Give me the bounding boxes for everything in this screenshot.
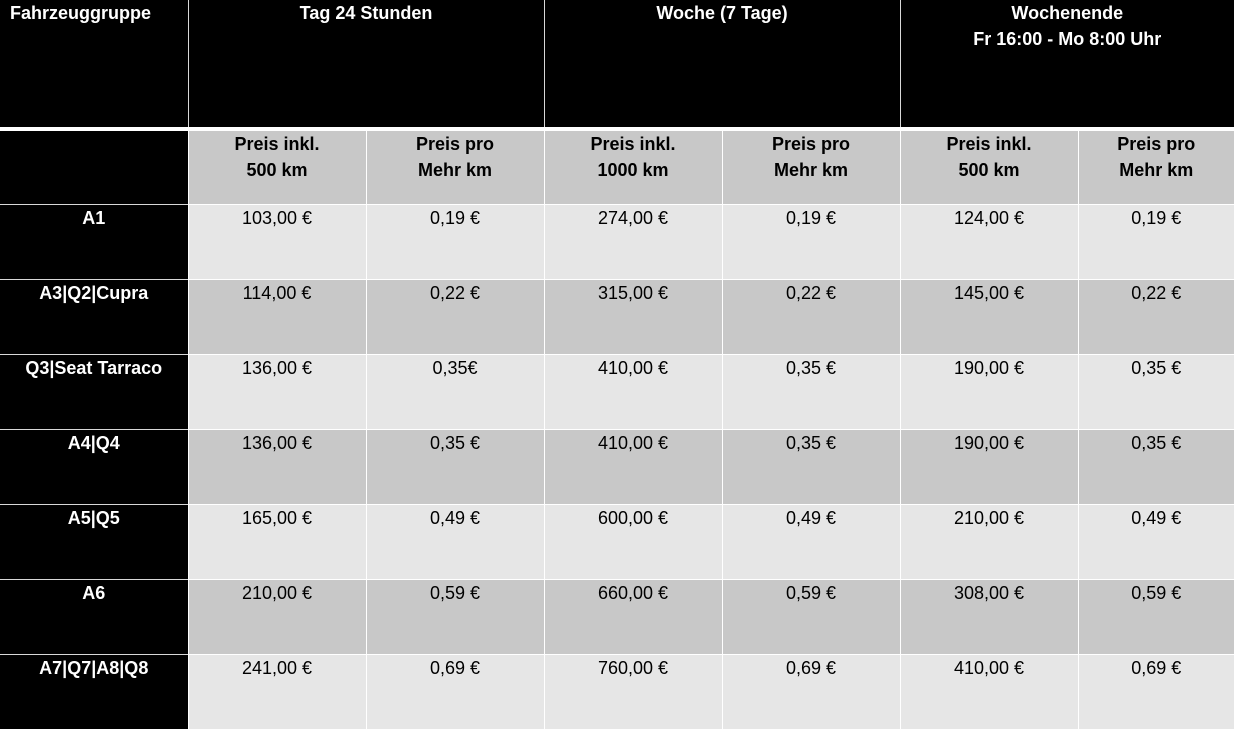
price-cell: 0,49 € — [722, 505, 900, 580]
vehicle-group-label: A4|Q4 — [0, 430, 188, 505]
price-cell: 0,69 € — [1078, 655, 1234, 729]
price-cell: 0,22 € — [722, 280, 900, 355]
price-cell: 0,35 € — [366, 430, 544, 505]
price-cell: 410,00 € — [544, 355, 722, 430]
price-cell: 0,59 € — [1078, 580, 1234, 655]
price-cell: 0,19 € — [366, 205, 544, 280]
header-vehicle-group: Fahrzeuggruppe — [0, 0, 188, 129]
vehicle-group-label: A5|Q5 — [0, 505, 188, 580]
header-weekend — [900, 0, 1234, 129]
header-weekend-time: Fr 16:00 - Mo 8:00 Uhr — [901, 26, 1234, 52]
price-cell: 0,35 € — [1078, 355, 1234, 430]
price-cell: 0,59 € — [366, 580, 544, 655]
price-cell: 103,00 € — [188, 205, 366, 280]
table-row — [0, 505, 1234, 580]
price-cell: 0,49 € — [366, 505, 544, 580]
table-row — [0, 580, 1234, 655]
price-cell: 145,00 € — [900, 280, 1078, 355]
price-cell: 0,35 € — [722, 355, 900, 430]
subheader-cell: Preis pro Mehr km — [722, 129, 900, 205]
price-cell: 165,00 € — [188, 505, 366, 580]
price-cell: 410,00 € — [544, 430, 722, 505]
price-cell: 0,49 € — [1078, 505, 1234, 580]
subheader-cell: Preis inkl. 500 km — [900, 129, 1078, 205]
price-cell: 0,35 € — [722, 430, 900, 505]
price-cell: 760,00 € — [544, 655, 722, 729]
vehicle-group-label: A7|Q7|A8|Q8 — [0, 655, 188, 729]
price-cell: 660,00 € — [544, 580, 722, 655]
price-cell: 124,00 € — [900, 205, 1078, 280]
price-cell: 136,00 € — [188, 355, 366, 430]
subheader-cell: Preis inkl. 1000 km — [544, 129, 722, 205]
header-weekend-title: Wochenende — [901, 0, 1234, 26]
table-row — [0, 355, 1234, 430]
price-cell: 308,00 € — [900, 580, 1078, 655]
price-cell: 0,69 € — [366, 655, 544, 729]
header-row — [0, 0, 1234, 129]
subheader-cell: Preis pro Mehr km — [1078, 129, 1234, 205]
table-row — [0, 205, 1234, 280]
price-cell: 600,00 € — [544, 505, 722, 580]
price-cell: 190,00 € — [900, 355, 1078, 430]
subheader-row — [0, 129, 1234, 205]
price-cell: 114,00 € — [188, 280, 366, 355]
price-cell: 241,00 € — [188, 655, 366, 729]
header-week: Woche (7 Tage) — [544, 0, 900, 129]
price-cell: 410,00 € — [900, 655, 1078, 729]
header-day: Tag 24 Stunden — [188, 0, 544, 129]
vehicle-group-label: A6 — [0, 580, 188, 655]
price-cell: 210,00 € — [188, 580, 366, 655]
subheader-empty — [0, 129, 188, 205]
price-cell: 0,19 € — [722, 205, 900, 280]
price-cell: 315,00 € — [544, 280, 722, 355]
price-cell: 0,59 € — [722, 580, 900, 655]
price-cell: 0,19 € — [1078, 205, 1234, 280]
price-cell: 0,69 € — [722, 655, 900, 729]
vehicle-group-label: A1 — [0, 205, 188, 280]
subheader-cell: Preis inkl. 500 km — [188, 129, 366, 205]
price-cell: 274,00 € — [544, 205, 722, 280]
price-cell: 136,00 € — [188, 430, 366, 505]
table-row — [0, 280, 1234, 355]
vehicle-group-label: A3|Q2|Cupra — [0, 280, 188, 355]
vehicle-group-label: Q3|Seat Tarraco — [0, 355, 188, 430]
price-cell: 0,22 € — [1078, 280, 1234, 355]
subheader-cell: Preis pro Mehr km — [366, 129, 544, 205]
price-cell: 0,22 € — [366, 280, 544, 355]
price-cell: 210,00 € — [900, 505, 1078, 580]
table-row — [0, 655, 1234, 729]
price-cell: 0,35 € — [1078, 430, 1234, 505]
price-cell: 0,35€ — [366, 355, 544, 430]
price-cell: 190,00 € — [900, 430, 1078, 505]
table-row — [0, 430, 1234, 505]
